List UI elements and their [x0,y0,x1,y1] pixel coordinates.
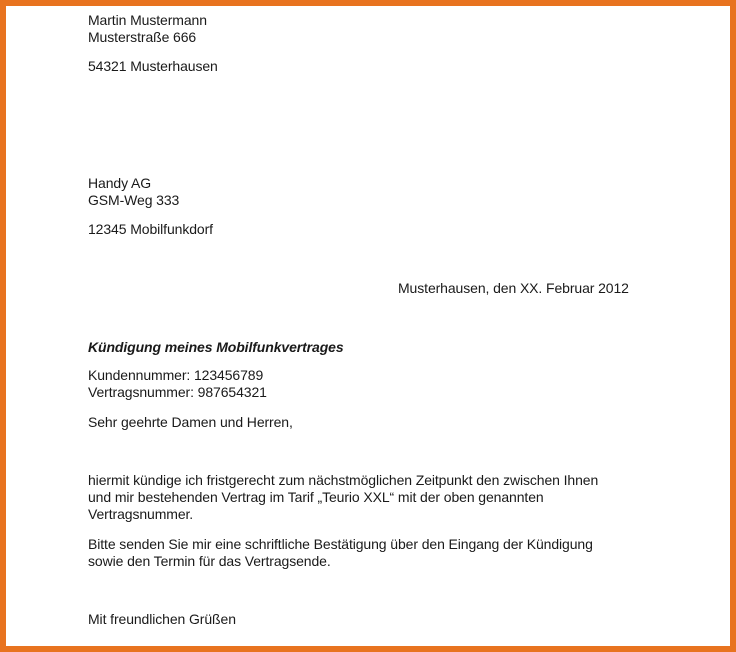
date-line: Musterhausen, den XX. Februar 2012 [398,280,629,296]
body-paragraph-1 [88,472,598,523]
sender-address [88,12,207,46]
closing: Mit freundlichen Grüßen [88,611,236,627]
subject-line: Kündigung meines Mobilfunkvertrages [88,339,344,355]
sender-name: Martin Mustermann [88,12,207,28]
reference-numbers [88,367,267,401]
recipient-company: Handy AG [88,175,152,191]
body-line: Vertragsnummer. [88,506,194,522]
body-line: hiermit kündige ich fristgerecht zum nächstmöglichen Zeitpunkt den zwischen Ihnen [88,472,599,488]
sender-street: Musterstraße 666 [88,29,197,45]
body-line: und mir bestehenden Vertrag im Tarif „Teurio XXL“ mit der oben genannten [88,489,544,505]
sender-city: 54321 Musterhausen [88,58,218,74]
contract-number: Vertragsnummer: 987654321 [88,384,267,400]
customer-number: Kundennummer: 123456789 [88,367,264,383]
body-line: sowie den Termin für das Vertragsende. [88,553,331,569]
body-paragraph-2 [88,536,593,570]
body-line: Bitte senden Sie mir eine schriftliche Bestätigung über den Eingang der Kündigung [88,536,593,552]
recipient-street: GSM-Weg 333 [88,192,180,208]
recipient-city: 12345 Mobilfunkdorf [88,221,213,237]
salutation: Sehr geehrte Damen und Herren, [88,414,293,430]
recipient-address [88,175,179,209]
